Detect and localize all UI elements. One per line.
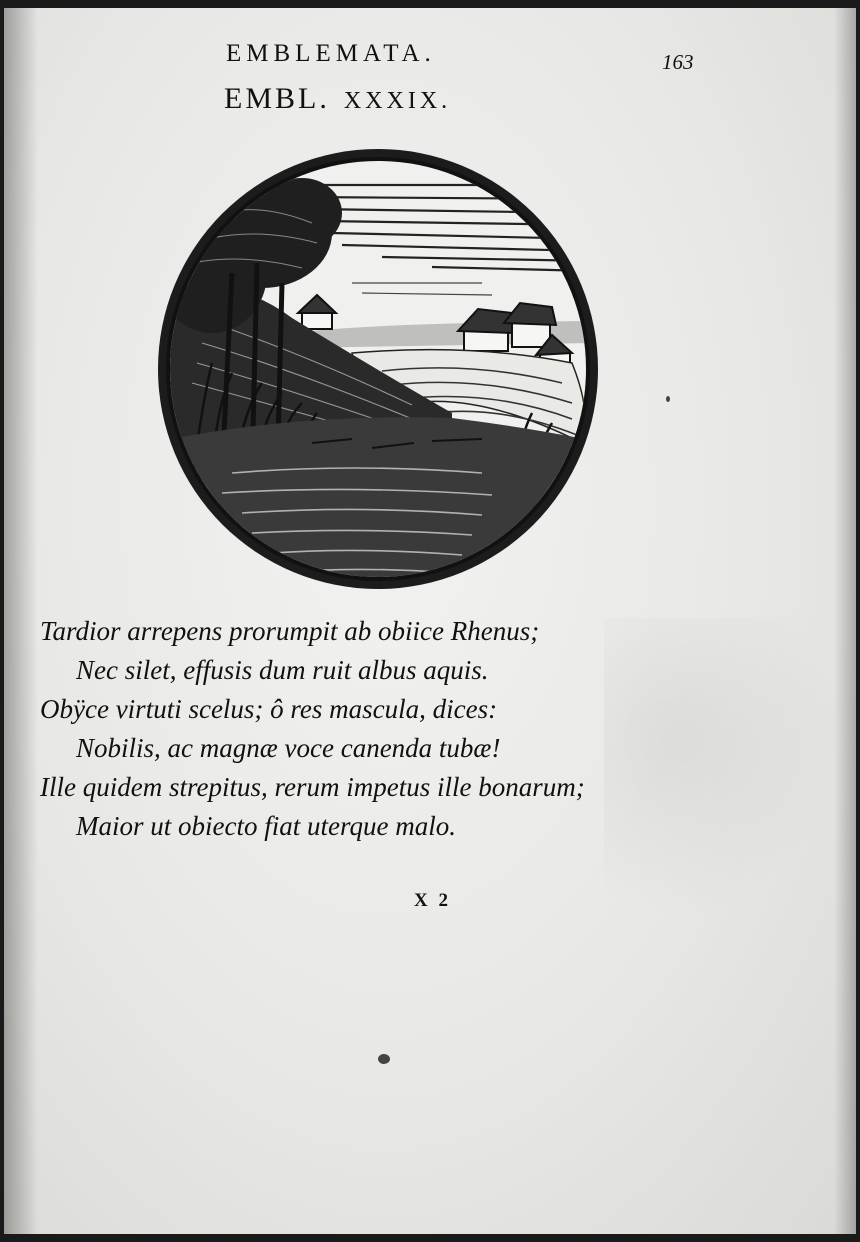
emblem-label: EMBL. [224, 82, 330, 115]
verse-line: Nec silet, effusis dum ruit albus aquis. [76, 655, 489, 685]
ink-speck [666, 396, 670, 402]
book-page [4, 8, 856, 1234]
woodcut-landscape-river-icon [152, 143, 604, 595]
signature-mark: X 2 [414, 890, 451, 911]
verse-line: Maior ut obiecto fiat uterque malo. [76, 811, 456, 841]
show-through-shadow [604, 618, 844, 918]
emblem-heading [224, 82, 451, 116]
emblem-number: XXXIX. [343, 88, 452, 114]
running-title: EMBLEMATA. [226, 40, 436, 67]
ink-speck [378, 1054, 390, 1064]
verse-line: Tardior arrepens prorumpit ab obiice Rhenus; [40, 616, 540, 646]
verse-line: Ille quidem strepitus, rerum impetus ille bonarum; [40, 772, 585, 802]
verse-line: Nobilis, ac magnæ voce canenda tubæ! [76, 733, 501, 763]
page-number: 163 [662, 50, 694, 74]
verse-line: Obÿce virtuti scelus; ô res mascula, dices: [40, 694, 498, 724]
